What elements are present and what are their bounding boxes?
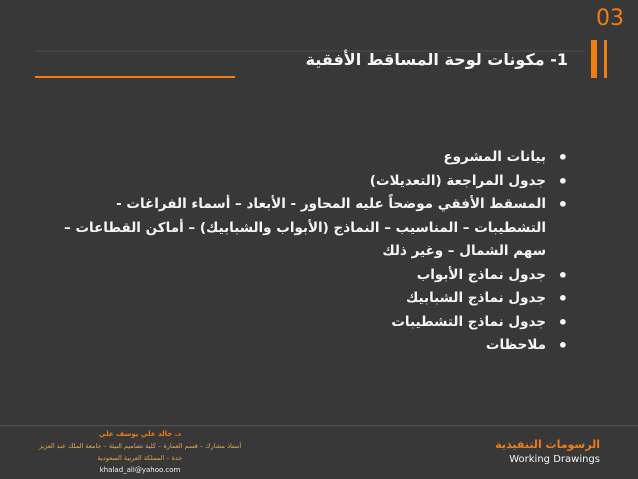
title-accent-bar-thin	[604, 40, 607, 78]
bullet-item: • جدول المراجعة (التعديلات)	[58, 170, 568, 194]
bullet-item: • المسقط الأفقي موضحاً عليه المحاور - الأبعاد – أسماء الفراغات - التشطيبات – المناسيب – النماذج (الأبواب والشبابيك) – أماكن القطاعات – سهم الشمال – وغير ذلك	[58, 193, 568, 264]
footer-position: أستاذ مشارك – قسم العمارة – كلية تصاميم البيئة – جامعة الملك عبد العزيز	[38, 442, 242, 450]
slide-number: 03	[596, 6, 624, 31]
footer-course-arabic: الرسومات التنفيذية	[495, 438, 600, 451]
title-underline	[35, 76, 235, 78]
title-accent-bar	[591, 40, 597, 78]
footer-email: khalad_ali@yahoo.com	[99, 466, 181, 474]
bullet-item: • جدول نماذج الأبواب	[58, 264, 568, 288]
footer-divider	[0, 425, 638, 426]
bullet-list	[58, 146, 568, 358]
footer-location: جدة – المملكة العربية السعودية	[97, 454, 183, 462]
footer-author: د. خالد علي يوسف علي	[98, 430, 182, 438]
footer-author-block	[30, 428, 250, 476]
bullet-item: • جدول نماذج التشطيبات	[58, 311, 568, 335]
bullet-item: • ملاحظات	[58, 334, 568, 358]
bullet-item: • جدول نماذج الشبابيك	[58, 287, 568, 311]
footer-course-block	[495, 438, 600, 465]
slide-title: 1- مكونات لوحة المساقط الأفقية	[305, 50, 568, 69]
bullet-item: • بيانات المشروع	[58, 146, 568, 170]
footer-course-english: Working Drawings	[509, 454, 600, 465]
